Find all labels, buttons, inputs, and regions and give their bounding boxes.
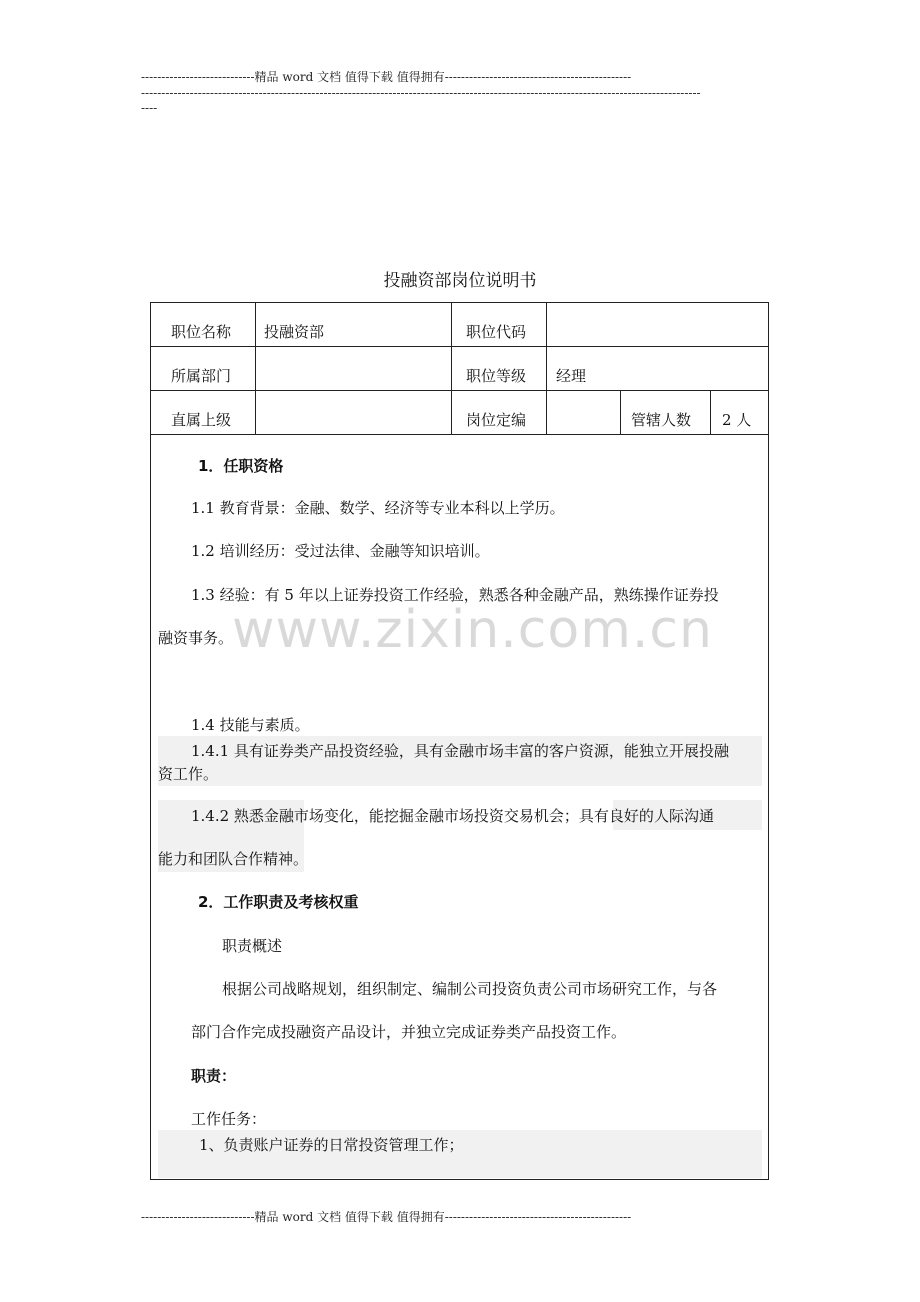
table-col-divider — [255, 302, 256, 434]
label-position-level: 职位等级 — [466, 367, 527, 385]
header-dashed-line: ----------------------------精品 word 文档 值得下载 值得拥有---------------------------------------------- — [141, 70, 632, 84]
document-title: 投融资部岗位说明书 — [383, 271, 537, 291]
value-position-name: 投融资部 — [264, 323, 325, 341]
table-col-divider — [710, 390, 711, 434]
table-col-divider — [451, 302, 452, 434]
paragraph: 1.4.1 具有证券类产品投资经验，具有金融市场丰富的客户资源，能独立开展投融 — [191, 742, 729, 760]
section-heading: 2．工作职责及考核权重 — [198, 893, 359, 911]
paragraph: 1.1 教育背景：金融、数学、经济等专业本科以上学历。 — [191, 499, 565, 517]
label-headcount: 岗位定编 — [466, 411, 527, 429]
task-label: 工作任务： — [191, 1110, 267, 1128]
paragraph: 1.4 技能与素质。 — [191, 716, 310, 734]
paragraph: 资工作。 — [158, 765, 219, 783]
label-department: 所属部门 — [171, 367, 232, 385]
list-item: 1、负责账户证券的日常投资管理工作； — [199, 1136, 464, 1154]
duty-label: 职责： — [191, 1067, 237, 1085]
value-subordinates: 2 人 — [722, 411, 752, 429]
watermark: www.zixin.com.cn — [232, 600, 713, 660]
subheading: 职责概述 — [222, 937, 283, 955]
header-divider-line: ------------------------------------------------------------------------------------------------------------------------------------------ — [141, 86, 701, 100]
label-direct-superior: 直属上级 — [171, 411, 232, 429]
paragraph: 融资事务。 — [158, 629, 234, 647]
footer-dashed-line: ----------------------------精品 word 文档 值得下载 值得拥有---------------------------------------------- — [141, 1210, 632, 1224]
table-row-divider — [150, 346, 769, 347]
value-position-level: 经理 — [556, 367, 587, 385]
label-position-code: 职位代码 — [466, 323, 527, 341]
paragraph: 部门合作完成投融资产品设计，并独立完成证券类产品投资工作。 — [191, 1023, 627, 1041]
table-col-divider — [620, 390, 621, 434]
section-heading: 1．任职资格 — [198, 457, 284, 475]
header-divider-tail: ---- — [141, 101, 158, 115]
label-position-name: 职位名称 — [171, 323, 232, 341]
paragraph: 根据公司战略规划，组织制定、编制公司投资负责公司市场研究工作，与各 — [222, 980, 718, 998]
paragraph: 能力和团队合作精神。 — [158, 850, 309, 868]
table-row-divider — [150, 434, 769, 435]
table-col-divider — [546, 302, 547, 434]
paragraph: 1.4.2 熟悉金融市场变化，能挖掘金融市场投资交易机会；具有良好的人际沟通 — [191, 807, 714, 825]
paragraph: 1.2 培训经历：受过法律、金融等知识培训。 — [191, 542, 490, 560]
paragraph: 1.3 经验：有 5 年以上证券投资工作经验，熟悉各种金融产品，熟练操作证券投 — [191, 586, 719, 604]
table-row-divider — [150, 390, 769, 391]
label-subordinates: 管辖人数 — [631, 411, 692, 429]
